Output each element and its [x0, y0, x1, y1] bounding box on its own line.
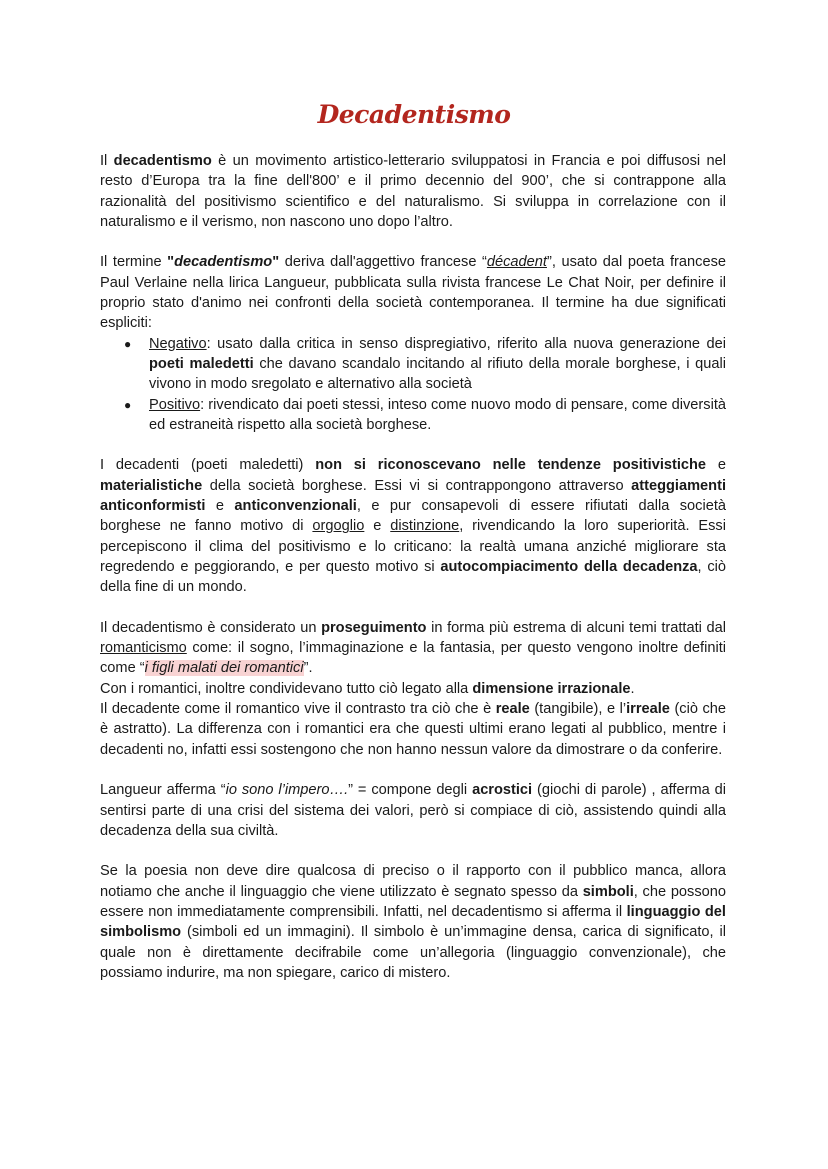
text-run: Se la poesia non deve dire qualcosa di preciso o il rapporto con il pubblico manca, allora notiamo che anche il linguaggio che viene utilizzato è segnato spesso da [100, 863, 726, 900]
bullet-icon: ● [124, 397, 132, 412]
bullet-icon: ● [124, 336, 132, 351]
text-run: (simboli ed un immagini). Il simbolo è un’immagine densa, carica di significato, il quale non è direttamente decifrabile come un’allegoria (linguaggio convenzionale), che possiamo indurire, ma non spiegare, carico di mistero. [100, 924, 726, 981]
text-run: , e pur consapevoli di essere rifiutati dalla società borghese ne fanno motivo di [100, 498, 726, 535]
meanings-list [100, 334, 726, 435]
underlined-term: distinzione [390, 518, 460, 535]
paragraph-symbolism [100, 861, 726, 983]
text-run: (ciò che è astratto). La differenza con i romantici era che questi ultimi erano legati al pubblico, mentre i decadenti no, infatti essi sostengono che non hanno nessun valore da dimostrare o da conferire. [100, 701, 726, 758]
paragraph-langueur [100, 780, 726, 841]
text-run: ” = compone degli [348, 782, 473, 799]
list-item-label: Positivo [149, 396, 201, 413]
bold-term: poeti maledetti [149, 355, 254, 372]
text-run: , ciò della fine di un mondo. [100, 558, 726, 596]
page-title: Decadentismo [317, 100, 511, 129]
italic-quote: io sono l’impero…. [225, 782, 349, 799]
list-item-label: Negativo [149, 335, 207, 352]
text-run: che davano scandalo incitando al rifiuto della morale borghese, i quali vivono in modo sregolato e alternativo alla società [149, 355, 726, 393]
bold-term: linguaggio del simbolismo [100, 903, 726, 941]
bold-term: autocompiacimento della decadenza [440, 558, 698, 575]
list-item [124, 334, 726, 395]
bold-term: anticonvenzionali [234, 498, 357, 515]
text-run: ”. [303, 660, 313, 677]
paragraph-real-unreal [100, 699, 726, 760]
bold-italic-term: decadentismo [174, 254, 273, 271]
text-run: e [364, 518, 391, 535]
quote-mark: " [272, 254, 280, 271]
text-run: Il decadente come il romantico vive il contrasto tra ciò che è [100, 701, 496, 718]
text-run: , rivendicando la loro superiorità. Essi percepiscono il clima del positivismo e lo criticano: la realtà umana anziché migliorare sta regredendo e peggiorando, e per questo motivo si [100, 518, 726, 575]
bold-term: irreale [626, 701, 670, 718]
bold-term: materialistiche [100, 477, 203, 494]
bold-term: proseguimento [321, 619, 427, 636]
paragraph-romanticism [100, 618, 726, 679]
text-run: Il [100, 153, 114, 169]
quote-mark: " [167, 254, 175, 271]
text-run: : usato dalla critica in senso dispregiativo, riferito alla nuova generazione dei [206, 335, 726, 352]
bold-term: decadentismo [113, 153, 212, 169]
text-run: . [630, 680, 635, 697]
text-run: in forma più estrema di alcuni temi trattati dal [426, 619, 726, 636]
text-run: e [706, 457, 726, 474]
text-run: I decadenti (poeti maledetti) [100, 457, 316, 474]
text-run: Il decadentismo è considerato un [100, 619, 322, 636]
underlined-italic-term: décadent [486, 254, 547, 271]
list-item [124, 395, 726, 436]
bold-term: simboli [582, 883, 634, 900]
paragraph-term-origin [100, 252, 726, 333]
highlighted-quote: i figli malati dei romantici [144, 660, 304, 677]
text-run: ”, usato dal poeta francese Paul Verlaine nella lirica Langueur, pubblicata sulla rivista francese Le Chat Noir, per definire il proprio stato d'animo nei confronti della società contemporanea. Il termine ha due significati espliciti: [100, 254, 726, 332]
paragraph-irrational [100, 679, 726, 699]
document-body [100, 151, 726, 1003]
text-run: (giochi di parole) , afferma di sentirsi parte di una crisi del sistema dei valori, però si compiace di ciò, assistendo quindi alla decadenza della sua civiltà. [100, 782, 726, 839]
underlined-term: orgoglio [312, 518, 365, 535]
bold-term: acrostici [472, 782, 533, 799]
bold-term: reale [495, 701, 530, 718]
paragraph-decadents [100, 455, 726, 597]
text-run: e [205, 498, 235, 515]
text-run: Langueur afferma “ [100, 782, 226, 799]
text-run: come: il sogno, l’immaginazione e la fantasia, per questo vengono inoltre definiti come “ [100, 640, 726, 677]
text-run: , che possono essere non immediatamente comprensibili. Infatti, nel decadentismo si afferma il [100, 883, 726, 920]
text-run: Il termine [100, 254, 168, 271]
bold-term: atteggiamenti anticonformisti [100, 477, 726, 515]
text-run: Con i romantici, inoltre condividevano tutto ciò legato alla [100, 680, 473, 697]
text-run: deriva dall'aggettivo francese “ [279, 254, 487, 271]
text-run: : rivendicato dai poeti stessi, inteso come nuovo modo di pensare, come diversità ed estraneità rispetto alla società borghese. [149, 396, 726, 433]
bold-term: dimensione irrazionale [472, 680, 631, 697]
paragraph-intro [100, 151, 726, 232]
bold-term: non si riconoscevano nelle tendenze positivistiche [315, 457, 707, 474]
text-run: è un movimento artistico-letterario sviluppatosi in Francia e poi diffusosi nel resto d’Europa tra la fine dell'800’ e il primo decennio del 900’, che si contrappone alla razionalità del positivismo scientifico e del naturalismo. Si sviluppa in correlazione con il naturalismo e il verismo, non nascono uno dopo l’altro. [100, 153, 726, 230]
text-run: della società borghese. Essi vi si contrappongono attraverso [202, 477, 632, 494]
underlined-term: romanticismo [100, 640, 187, 657]
text-run: (tangibile), e l’ [529, 701, 627, 718]
